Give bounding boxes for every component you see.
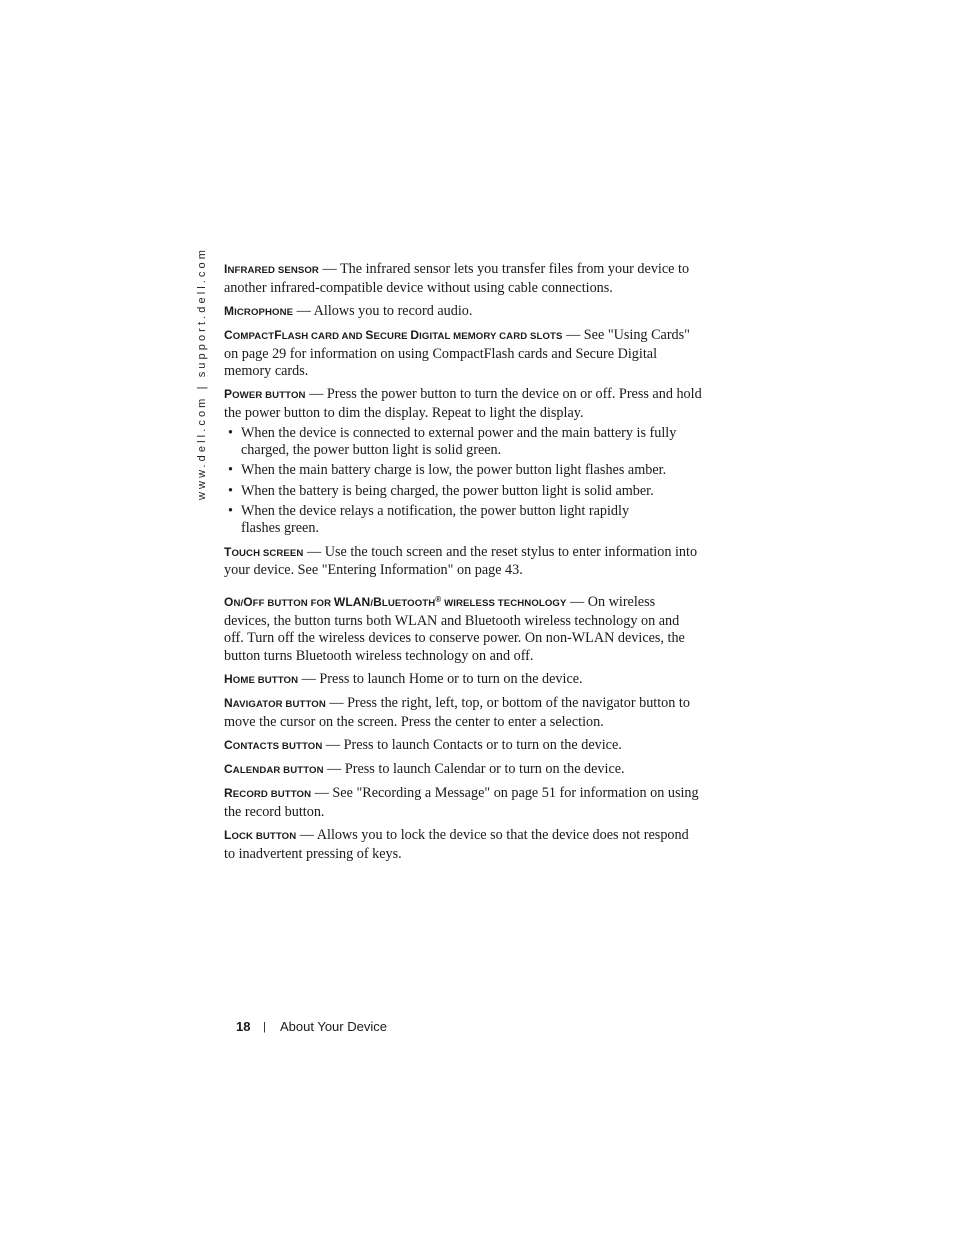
side-url <box>196 246 210 500</box>
entry-dash: — <box>296 827 317 844</box>
entry-term: INFRARED SENSOR <box>224 262 319 276</box>
entry-calendar-button <box>224 761 702 780</box>
bullet: • <box>228 482 233 499</box>
footer-separator: | <box>263 1021 266 1033</box>
side-url-text: www.dell.com | support.dell.com <box>196 246 208 500</box>
entry-term-part: ON/OFF BUTTON FOR WLAN/BLUETOOTH <box>224 595 436 610</box>
entry-desc: Allows you to lock the device so that the device does not respond to inadvertent pressing of keys. <box>224 827 689 862</box>
entry-dash: — <box>311 785 333 802</box>
power-button-list <box>224 425 702 538</box>
entry-desc: Press to launch Contacts or to turn on the device. <box>343 737 622 753</box>
bullet: • <box>228 424 233 441</box>
entry-desc: The infrared sensor lets you transfer files from your device to another infrared-compatible device without using cable connections. <box>224 261 690 296</box>
list-item <box>224 425 702 460</box>
entry-dash: — <box>322 737 344 753</box>
entry-term: LOCK BUTTON <box>224 828 297 843</box>
entry-desc: See "Recording a Message" on page 51 for information on using the record button. <box>224 785 699 820</box>
list-item <box>224 462 702 480</box>
registered-mark: ® <box>435 595 442 605</box>
list-item-text: When the device is connected to external power and the main battery is fully charged, the power button light is solid green. <box>241 424 677 459</box>
entry-power-button <box>224 386 702 422</box>
list-item <box>224 483 702 501</box>
entry-dash: — <box>293 302 314 319</box>
list-item-text: When the main battery charge is low, the power button light flashes amber. <box>241 462 667 479</box>
entry-desc: On wireless devices, the button turns both WLAN and Bluetooth wireless technology on and off. Turn off the wireless devices to conserve power. On non-WLAN devices, the button turns Bluetooth wireless technology on and off. <box>224 594 685 664</box>
entry-lock-button <box>224 827 702 863</box>
list-item-text: When the device relays a notification, the power button light rapidly flashes green. <box>241 502 630 537</box>
entry-dash: — <box>566 594 588 611</box>
entry-term: NAVIGATOR BUTTON <box>224 696 326 711</box>
entry-term: COMPACTFLASH CARD AND SECURE DIGITAL MEMORY CARD SLOTS <box>224 327 563 342</box>
entry-term: HOME BUTTON <box>224 672 299 687</box>
entry-desc: Press the right, left, top, or bottom of the navigator button to move the cursor on the screen. Press the center to enter a selection. <box>224 695 690 730</box>
bullet: • <box>228 462 233 479</box>
entry-term: MICROPHONE <box>224 303 294 318</box>
entry-dash: — <box>303 543 325 560</box>
entry-term: TOUCH SCREEN <box>224 544 304 559</box>
entry-dash: — <box>305 386 327 403</box>
entry-term: CONTACTS BUTTON <box>224 738 323 752</box>
bullet: • <box>228 502 233 519</box>
entry-touch-screen <box>224 544 702 580</box>
page-number: 18 <box>236 1019 251 1034</box>
list-item <box>224 503 702 538</box>
entry-dash: — <box>298 671 320 688</box>
entry-navigator-button <box>224 695 702 731</box>
entry-dash: — <box>562 326 584 343</box>
entry-term: RECORD BUTTON <box>224 786 312 801</box>
entry-desc: Press to launch Home or to turn on the device. <box>319 671 583 688</box>
entry-dash: — <box>325 695 348 712</box>
entry-dash: — <box>318 261 340 277</box>
entry-infrared-sensor <box>224 261 702 297</box>
entry-dash: — <box>323 761 345 778</box>
entry-card-slots <box>224 327 702 381</box>
entry-term: POWER BUTTON <box>224 387 306 402</box>
entry-desc: Allows you to record audio. <box>313 302 473 319</box>
page-content <box>224 261 702 869</box>
entry-desc: See "Using Cards" on page 29 for information on using CompactFlash cards and Secure Digital memory cards. <box>224 326 690 380</box>
entry-desc: Press to launch Calendar or to turn on the device. <box>344 761 625 778</box>
entry-microphone <box>224 303 702 322</box>
entry-wlan-button <box>224 591 702 665</box>
entry-term-part: WIRELESS TECHNOLOGY <box>444 598 567 610</box>
entry-home-button <box>224 671 702 690</box>
entry-desc: Use the touch screen and the reset stylus to enter information into your device. See "Entering Information" on page 43. <box>224 543 698 579</box>
list-item-text: When the battery is being charged, the power button light is solid amber. <box>241 482 654 499</box>
entry-record-button <box>224 785 702 821</box>
entry-desc: Press the power button to turn the device on or off. Press and hold the power button to dim the display. Repeat to light the display. <box>224 386 702 421</box>
section-title: About Your Device <box>280 1019 387 1034</box>
entry-contacts-button <box>224 737 702 756</box>
entry-term: CALENDAR BUTTON <box>224 762 324 777</box>
entry-term <box>224 595 567 610</box>
